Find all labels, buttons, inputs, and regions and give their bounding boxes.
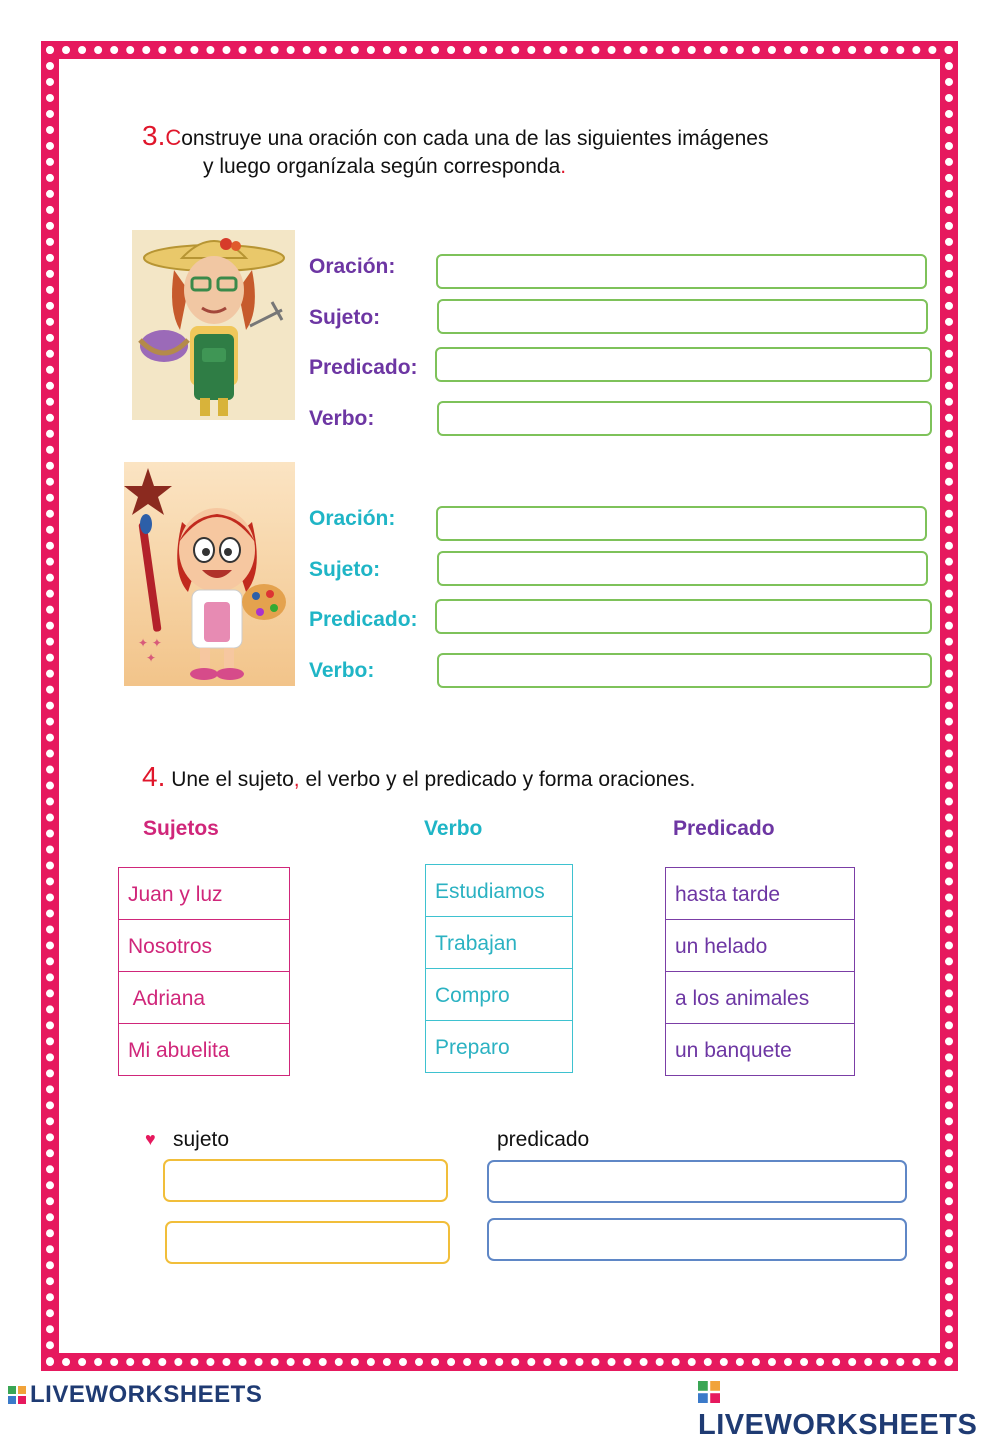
svg-text:✦: ✦ <box>146 651 157 665</box>
block1-label-sujeto: Sujeto: <box>309 306 381 329</box>
question-3-line1: onstruye una oración con cada una de las siguientes imágenes <box>181 127 769 150</box>
block2-predicado-input[interactable] <box>435 599 932 634</box>
block2-label-oracion: Oración: <box>309 507 396 530</box>
liveworksheets-logo-left <box>8 1381 262 1409</box>
question-3-title <box>142 122 902 181</box>
question-4-title <box>142 763 842 794</box>
verbo-item[interactable]: Preparo <box>426 1021 573 1073</box>
question-3-line2: y luego organízala según corresponda <box>203 155 561 178</box>
block2-label-verbo: Verbo: <box>309 659 375 682</box>
block1-label-verbo: Verbo: <box>309 407 375 430</box>
question-4-text-a: Une el sujeto <box>171 768 294 791</box>
predicado-item[interactable]: un banquete <box>666 1024 855 1076</box>
sujetos-header: Sujetos <box>143 817 219 840</box>
sujeto-item[interactable]: Mi abuelita <box>119 1024 290 1076</box>
predicado-answer-2[interactable] <box>487 1218 907 1261</box>
liveworksheets-logo-right <box>698 1376 1000 1442</box>
logo-right-text: LIVEWORKSHEETS <box>698 1409 978 1441</box>
gardener-image <box>132 230 295 420</box>
block2-verbo-input[interactable] <box>437 653 932 688</box>
question-3-number: 3. <box>142 120 166 151</box>
question-4-text-b: el verbo y el predicado y forma oraciones. <box>299 768 696 791</box>
question-4-comma: , <box>293 768 300 791</box>
question-3-first-letter: C <box>165 125 182 150</box>
block1-predicado-input[interactable] <box>435 347 932 382</box>
predicado-item[interactable]: a los animales <box>666 972 855 1024</box>
sujeto-label: sujeto <box>173 1128 230 1151</box>
logo-left-text: LIVEWORKSHEETS <box>30 1381 263 1408</box>
verbo-header: Verbo <box>424 817 483 840</box>
verbo-item[interactable]: Trabajan <box>426 917 573 969</box>
sujeto-answer-2[interactable] <box>165 1221 450 1264</box>
heart-icon: ♥ <box>145 1129 156 1149</box>
liveworksheets-cube-icon <box>698 1381 720 1403</box>
sujeto-item[interactable]: Adriana <box>119 972 290 1024</box>
predicado-label: predicado <box>497 1128 590 1151</box>
gardener-woman-illustration <box>132 230 295 420</box>
question-3-line2-end: . <box>560 155 567 178</box>
svg-text:✦ ✦: ✦ ✦ <box>138 636 162 650</box>
block2-oracion-input[interactable] <box>436 506 927 541</box>
block2-sujeto-input[interactable] <box>437 551 928 586</box>
sujeto-item[interactable]: Nosotros <box>119 920 290 972</box>
block1-oracion-input[interactable] <box>436 254 927 289</box>
verbo-item[interactable]: Compro <box>426 969 573 1021</box>
predicado-table <box>665 867 855 1076</box>
predicado-item[interactable]: hasta tarde <box>666 868 855 920</box>
block1-sujeto-input[interactable] <box>437 299 928 334</box>
verbo-item[interactable]: Estudiamos <box>426 865 573 917</box>
painter-image <box>124 462 295 686</box>
sujetos-table <box>118 867 290 1076</box>
predicado-header: Predicado <box>673 817 775 840</box>
block1-label-predicado: Predicado: <box>309 356 418 379</box>
sujeto-item[interactable]: Juan y luz <box>119 868 290 920</box>
verbo-table <box>425 864 573 1073</box>
block1-label-oracion: Oración: <box>309 255 396 278</box>
girl-painter-illustration <box>124 462 295 686</box>
block2-label-sujeto: Sujeto: <box>309 558 381 581</box>
predicado-answer-1[interactable] <box>487 1160 907 1203</box>
sujeto-answer-1[interactable] <box>163 1159 448 1202</box>
liveworksheets-cube-icon <box>8 1386 26 1404</box>
question-4-number: 4. <box>142 761 166 792</box>
block2-label-predicado: Predicado: <box>309 608 418 631</box>
block1-verbo-input[interactable] <box>437 401 932 436</box>
predicado-item[interactable]: un helado <box>666 920 855 972</box>
